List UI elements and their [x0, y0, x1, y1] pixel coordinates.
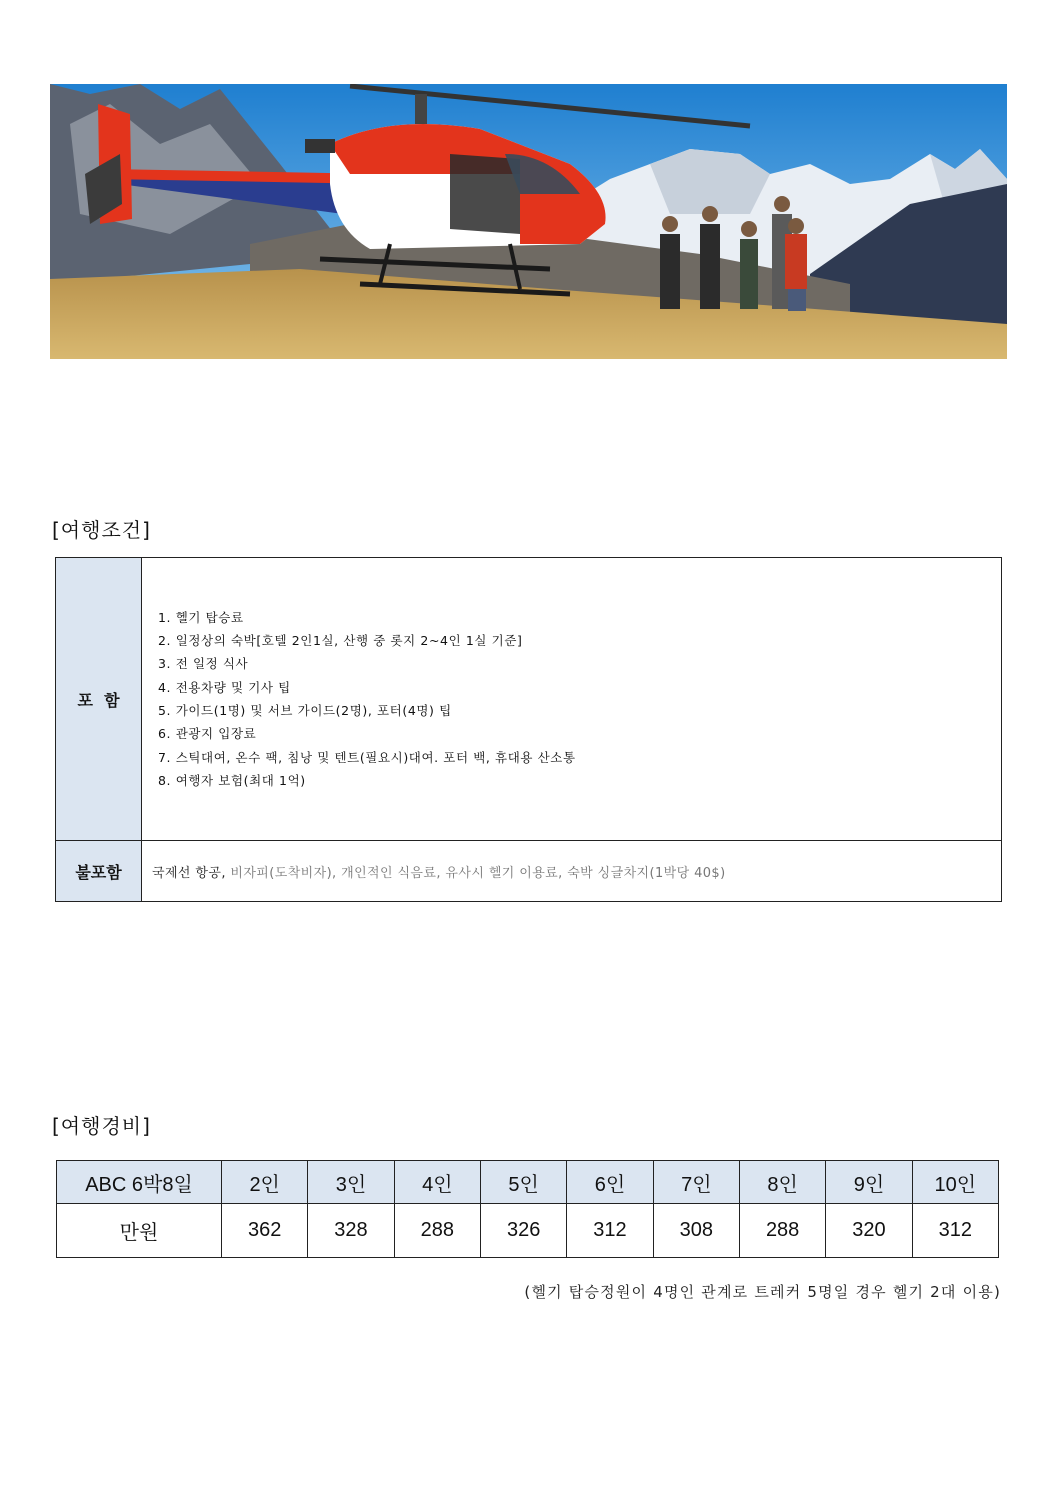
- list-item: 7. 스틱대여, 온수 팩, 침낭 및 텐트(필요시)대여. 포터 백, 휴대용 산소통: [158, 749, 576, 765]
- included-label: 포 함: [56, 558, 142, 841]
- table-cell: 362: [222, 1204, 308, 1258]
- price-header-row: [57, 1161, 999, 1204]
- included-cell: [142, 558, 1002, 841]
- conditions-table: [55, 557, 1002, 902]
- list-item: 2. 일정상의 숙박[호텔 2인1실, 산행 중 롯지 2~4인 1실 기준]: [158, 633, 523, 649]
- table-cell: 320: [826, 1204, 912, 1258]
- table-cell: 328: [308, 1204, 394, 1258]
- table-cell: 326: [480, 1204, 566, 1258]
- price-value-row: [57, 1204, 999, 1258]
- list-item: 1. 헬기 탑승료: [158, 609, 244, 625]
- excluded-text: 국제선 항공, 비자피(도착비자), 개인적인 식음료, 유사시 헬기 이용료, 숙박 싱글차지(1박당 40$): [152, 865, 726, 881]
- table-cell: 312: [912, 1204, 998, 1258]
- list-item: 8. 여행자 보험(최대 1억): [158, 772, 306, 788]
- expenses-note: (헬기 탑승정원이 4명인 관계로 트레커 5명일 경우 헬기 2대 이용): [524, 1283, 1001, 1301]
- table-cell: 288: [739, 1204, 825, 1258]
- included-list: [142, 606, 1001, 792]
- table-cell: 만원: [57, 1204, 222, 1258]
- price-table: [56, 1160, 999, 1258]
- expenses-title: [여행경비]: [52, 1114, 151, 1138]
- table-header-cell: 4인: [394, 1161, 480, 1204]
- table-header-cell: 9인: [826, 1161, 912, 1204]
- table-header-cell: 8인: [739, 1161, 825, 1204]
- excluded-cell: [142, 841, 1002, 902]
- table-header-cell: 10인: [912, 1161, 998, 1204]
- excluded-label: 불포함: [56, 841, 142, 902]
- list-item: 5. 가이드(1명) 및 서브 가이드(2명), 포터(4명) 팁: [158, 703, 452, 718]
- list-item: 4. 전용차량 및 기사 팁: [158, 679, 291, 695]
- table-cell: 308: [653, 1204, 739, 1258]
- list-item: 6. 관광지 입장료: [158, 726, 257, 742]
- hero-photo: [50, 84, 1007, 359]
- list-item: 3. 전 일정 식사: [158, 656, 249, 672]
- table-header-cell: 5인: [480, 1161, 566, 1204]
- table-cell: 288: [394, 1204, 480, 1258]
- included-row: [56, 558, 1002, 841]
- table-cell: 312: [567, 1204, 653, 1258]
- table-header-cell: 3인: [308, 1161, 394, 1204]
- excluded-row: [56, 841, 1002, 902]
- table-header-cell: ABC 6박8일: [57, 1161, 222, 1204]
- table-header-cell: 6인: [567, 1161, 653, 1204]
- helicopter-photo-illustration: [50, 84, 1007, 359]
- table-header-cell: 7인: [653, 1161, 739, 1204]
- table-header-cell: 2인: [222, 1161, 308, 1204]
- conditions-title: [여행조건]: [52, 518, 151, 542]
